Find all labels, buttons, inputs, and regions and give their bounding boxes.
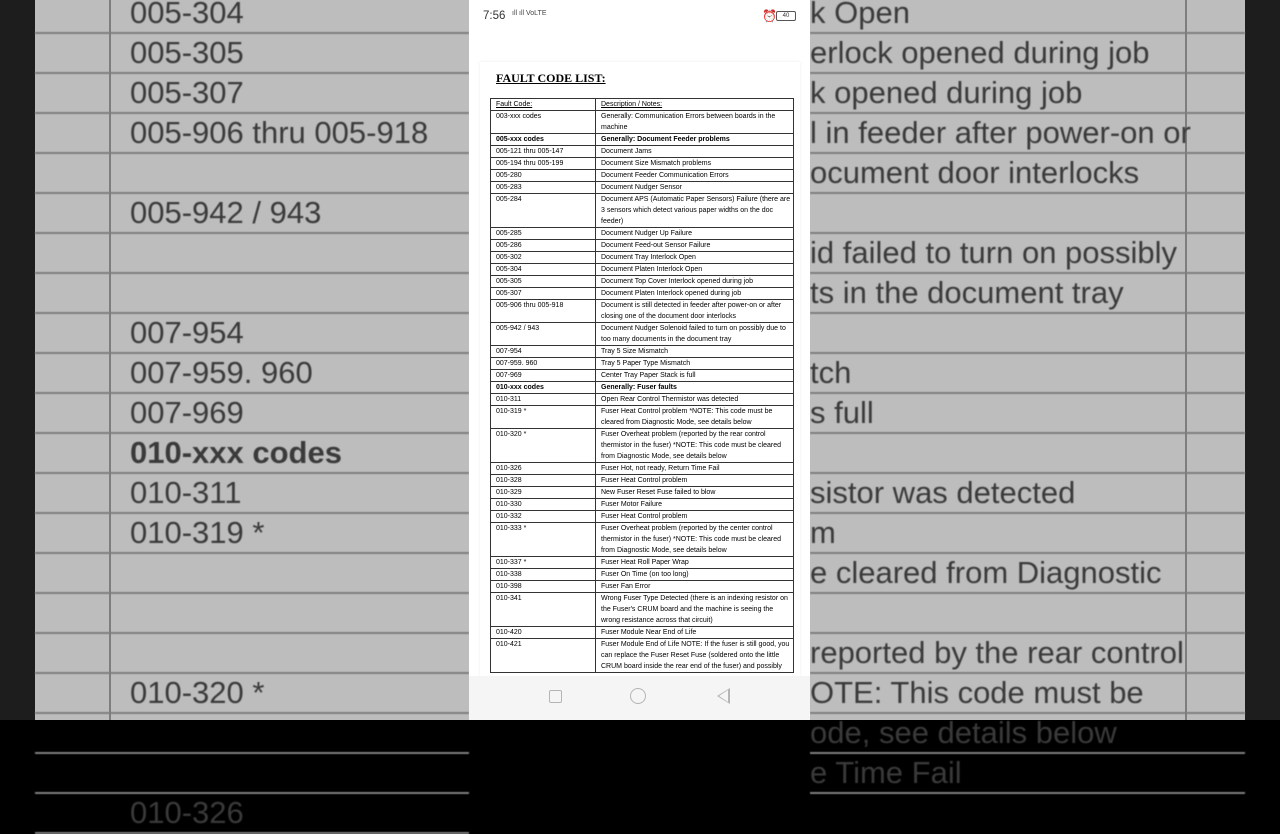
fault-description-cell: Document APS (Automatic Paper Sensors) Failure (there are 3 sensors which detect various paper widths on the doc feeder) [596,194,794,228]
fault-description-cell: Document Feeder Communication Errors [596,170,794,182]
background-row [35,34,469,74]
fault-code-cell: 007-959. 960 [491,358,596,370]
fault-description-cell: Generally: Communication Errors between boards in the machine [596,111,794,134]
fault-code-cell: 005-xxx codes [491,134,596,146]
fault-description-cell: Fuser On Time (on too long) [596,569,794,581]
background-desc-text: e Time Fail [810,755,962,790]
fault-code-cell: 005-121 thru 005-147 [491,146,596,158]
background-code-text: 010-326 [130,795,244,830]
fault-description-cell: Fuser Heat Control problem [596,511,794,523]
fault-description-cell: Center Tray Paper Stack is full [596,370,794,382]
phone-screen [469,0,810,720]
fault-code-cell: 005-906 thru 005-918 [491,300,596,323]
background-desc-text: OTE: This code must be [810,675,1144,710]
background-desc-text: l in feeder after power-on or [810,115,1191,150]
status-time: 7:56 [483,10,506,22]
table-row [491,627,794,639]
battery-icon: 40 [776,11,796,21]
background-row [810,274,1245,314]
fault-code-cell: 010-337 * [491,557,596,569]
table-row [491,370,794,382]
table-row [491,276,794,288]
background-row [35,594,469,634]
fault-description-cell: New Fuser Reset Fuse failed to blow [596,487,794,499]
background-row [35,354,469,394]
navigation-bar [469,676,810,720]
fault-description-cell: Document is still detected in feeder after power-on or after closing one of the document door interlocks [596,300,794,323]
fault-description-cell: Open Rear Control Thermistor was detected [596,394,794,406]
background-row [35,154,469,194]
fault-code-cell: 007-969 [491,370,596,382]
background-row [35,554,469,594]
fault-code-cell: 010-328 [491,475,596,487]
fault-code-cell: 005-304 [491,264,596,276]
fault-description-cell: Document Nudger Up Failure [596,228,794,240]
table-row [491,581,794,593]
background-desc-text: id failed to turn on possibly [810,235,1178,270]
fault-description-cell: Fuser Heat Roll Paper Wrap [596,557,794,569]
background-row [35,234,469,274]
background-desc-text: ts in the document tray [810,275,1124,310]
background-row [810,194,1245,234]
fault-description-cell: Document Top Cover Interlock opened during job [596,276,794,288]
table-row [491,134,794,146]
background-row [35,394,469,434]
fault-description-cell: Document Size Mismatch problems [596,158,794,170]
background-row [35,474,469,514]
table-row [491,323,794,346]
fault-code-cell: 010-xxx codes [491,382,596,394]
fault-code-cell: 010-320 * [491,429,596,463]
table-row [491,406,794,429]
fault-code-cell: 010-341 [491,593,596,627]
background-row [810,754,1245,794]
fault-description-cell: Fuser Heat Control problem *NOTE: This code must be cleared from Diagnostic Mode, see details below [596,406,794,429]
table-row [491,499,794,511]
signal-icon: ıll ıll VoLTE [512,10,547,17]
fault-code-cell: 010-330 [491,499,596,511]
alarm-icon: ⏰ [762,9,777,23]
background-row [810,554,1245,594]
background-code-text: 005-305 [130,35,244,70]
background-row [810,154,1245,194]
document-page[interactable] [480,62,800,676]
background-desc-text: s full [810,395,874,430]
fault-description-cell: Fuser Fan Error [596,581,794,593]
background-row [35,714,469,754]
background-row [35,674,469,714]
fault-code-cell: 010-326 [491,463,596,475]
fault-code-cell: 005-194 thru 005-199 [491,158,596,170]
background-code-text: 007-954 [130,315,244,350]
fault-description-cell: Generally: Fuser faults [596,382,794,394]
background-desc-text: reported by the rear control [810,635,1184,670]
background-zoom-left [35,0,469,830]
background-code-text: 005-906 thru 005-918 [130,115,429,150]
fault-code-table [490,98,794,673]
table-row [491,394,794,406]
table-row [491,240,794,252]
fault-code-cell: 007-954 [491,346,596,358]
background-row [35,314,469,354]
fault-code-cell: 005-307 [491,288,596,300]
fault-description-cell: Document Nudger Solenoid failed to turn on possibly due to too many documents in the document tray [596,323,794,346]
background-row [810,34,1245,74]
table-row [491,170,794,182]
background-row [35,114,469,154]
fault-code-cell: 010-311 [491,394,596,406]
table-row [491,346,794,358]
table-row [491,463,794,475]
fault-code-cell: 005-285 [491,228,596,240]
background-row [35,274,469,314]
fault-description-cell: Fuser Module End of Life NOTE: If the fuser is still good, you can replace the Fuser Reset Fuse (soldered onto the little CRUM board inside the rear end of the fuser) and possibly [596,639,794,673]
table-row [491,523,794,557]
table-row [491,228,794,240]
background-code-text: 010-319 * [130,515,265,550]
fault-code-cell: 005-280 [491,170,596,182]
background-row [35,0,469,34]
table-row [491,111,794,134]
fault-description-cell: Document Platen Interlock opened during job [596,288,794,300]
background-row [810,0,1245,34]
fault-code-cell: 005-284 [491,194,596,228]
table-row [491,382,794,394]
table-row [491,252,794,264]
back-button[interactable] [717,688,730,704]
table-row [491,300,794,323]
fault-code-cell: 003-xxx codes [491,111,596,134]
fault-code-cell: 010-333 * [491,523,596,557]
table-header-row [491,99,794,111]
background-row [810,434,1245,474]
fault-code-cell: 010-421 [491,639,596,673]
fault-description-cell: Fuser Hot, not ready, Return Time Fail [596,463,794,475]
background-row [810,74,1245,114]
table-row [491,429,794,463]
table-row [491,182,794,194]
background-desc-text: k opened during job [810,75,1083,110]
table-row [491,511,794,523]
fault-code-cell: 010-338 [491,569,596,581]
background-row [810,314,1245,354]
background-row [810,674,1245,714]
background-row [810,514,1245,554]
fault-code-cell: 010-332 [491,511,596,523]
table-row [491,569,794,581]
fault-code-cell: 010-319 * [491,406,596,429]
fault-code-cell: 010-420 [491,627,596,639]
home-button[interactable] [630,688,646,704]
background-row [810,474,1245,514]
background-desc-text: ode, see details below [810,715,1117,750]
background-row [35,74,469,114]
fault-description-cell: Fuser Heat Control problem [596,475,794,487]
background-desc-text: e cleared from Diagnostic [810,555,1162,590]
background-row [810,594,1245,634]
table-row [491,264,794,276]
table-row [491,194,794,228]
fault-description-cell: Fuser Overheat problem (reported by the rear control thermistor in the fuser) *NOTE: This code must be cleared from Diagnostic Mode, see details below [596,429,794,463]
background-row [810,714,1245,754]
background-code-text: 010-320 * [130,675,265,710]
background-code-text: 005-942 / 943 [130,195,322,230]
fault-description-cell: Fuser Module Near End of Life [596,627,794,639]
fault-description-cell: Fuser Motor Failure [596,499,794,511]
table-row [491,358,794,370]
background-zoom-right [810,0,1245,790]
background-code-text: 007-969 [130,395,244,430]
table-row [491,639,794,673]
fault-description-cell: Tray 5 Size Mismatch [596,346,794,358]
background-row [35,794,469,834]
background-row [810,634,1245,674]
fault-description-cell: Document Jams [596,146,794,158]
table-row [491,288,794,300]
background-row [810,234,1245,274]
fault-code-cell: 005-302 [491,252,596,264]
background-desc-text: ocument door interlocks [810,155,1140,190]
background-code-text: 007-959. 960 [130,355,313,390]
background-desc-text: k Open [810,0,910,30]
recent-apps-button[interactable] [549,690,562,703]
table-row [491,475,794,487]
background-row [810,354,1245,394]
background-desc-text: erlock opened during job [810,35,1150,70]
document-title: FAULT CODE LIST: [496,71,606,85]
fault-code-cell: 010-329 [491,487,596,499]
background-desc-text: tch [810,355,852,390]
header-description: Description / Notes: [596,99,794,111]
fault-description-cell: Wrong Fuser Type Detected (there is an indexing resistor on the Fuser's CRUM board and the machine is seeing the wrong resistance across that circuit) [596,593,794,627]
background-row [35,434,469,474]
background-row [35,194,469,234]
background-row [35,754,469,794]
header-code: Fault Code: [491,99,596,111]
table-row [491,146,794,158]
fault-code-cell: 010-398 [491,581,596,593]
background-code-text: 005-307 [130,75,244,110]
background-row [810,394,1245,434]
fault-code-cell: 005-942 / 943 [491,323,596,346]
fault-description-cell: Fuser Overheat problem (reported by the center control thermistor in the fuser) *NOTE: This code must be cleared from Diagnostic Mode, see details below [596,523,794,557]
background-desc-text: m [810,515,836,550]
background-code-text: 005-304 [130,0,244,30]
fault-code-cell: 005-283 [491,182,596,194]
background-desc-text: sistor was detected [810,475,1076,510]
background-code-text: 010-311 [130,475,242,510]
table-row [491,557,794,569]
background-code-text: 010-xxx codes [130,435,342,470]
background-row [35,634,469,674]
fault-description-cell: Document Nudger Sensor [596,182,794,194]
fault-description-cell: Generally: Document Feeder problems [596,134,794,146]
fault-description-cell: Tray 5 Paper Type Mismatch [596,358,794,370]
fault-description-cell: Document Tray Interlock Open [596,252,794,264]
fault-description-cell: Document Feed-out Sensor Failure [596,240,794,252]
table-row [491,593,794,627]
table-row [491,487,794,499]
fault-description-cell: Document Platen Interlock Open [596,264,794,276]
background-row [810,114,1245,154]
table-row [491,158,794,170]
background-row [35,514,469,554]
fault-code-cell: 005-305 [491,276,596,288]
status-bar [469,0,810,36]
fault-code-cell: 005-286 [491,240,596,252]
